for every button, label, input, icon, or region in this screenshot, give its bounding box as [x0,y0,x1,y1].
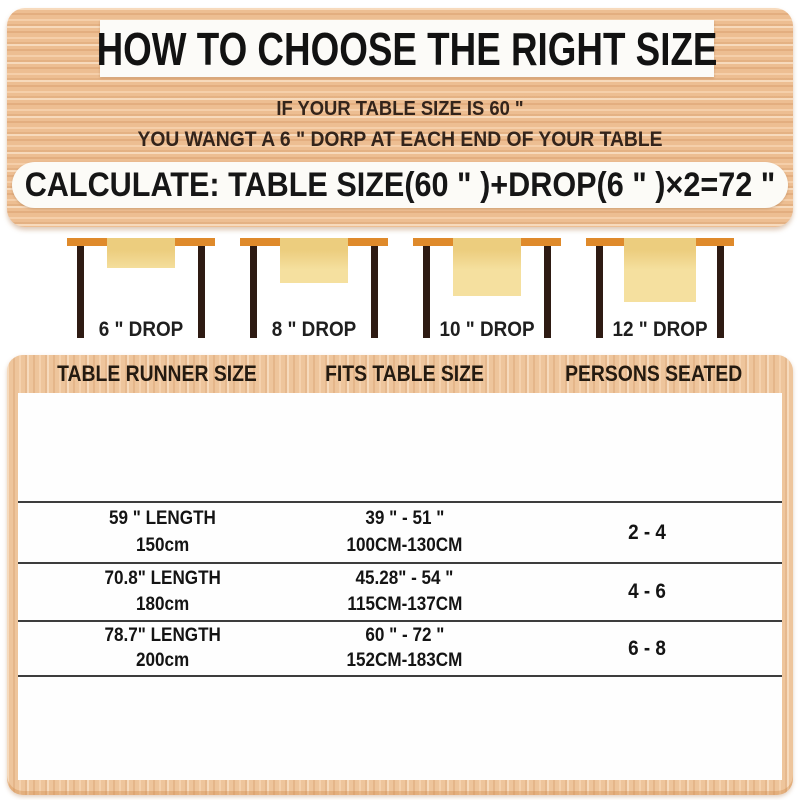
runner-size-cell [18,503,307,562]
drop-figure-8in [240,238,388,344]
table-runner [453,238,521,296]
persons-seated-value: 4 - 6 [628,580,666,603]
fits-size-cm: 100CM-130CM [346,535,463,556]
calculate-formula: CALCULATE: TABLE SIZE(60 " )+DROP(6 " )×2=72 " [24,165,776,204]
title-banner [96,20,718,77]
runner-length-inch: 70.8" LENGTH [104,568,221,589]
persons-seated-value: 6 - 8 [628,636,666,660]
runner-length-inch: 59 " LENGTH [109,508,216,529]
drop-note: YOU WANGT A 6 " DORP AT EACH END OF YOUR TABLE [137,128,663,151]
calculate-banner [12,162,788,208]
column-header-table-runner-size: TABLE RUNNER SIZE [57,361,257,386]
fits-size-cell [307,503,502,562]
drop-label: 12 " DROP [611,318,708,341]
fits-size-inch: 60 " - 72 " [365,625,444,646]
size-chart-body [18,393,782,780]
table-row [18,503,782,564]
runner-length-cm: 200cm [135,650,190,671]
table-row [18,622,782,677]
drop-label: 8 " DROP [271,318,356,341]
drop-label: 6 " DROP [98,318,183,341]
runner-length-cm: 150cm [135,535,190,556]
runner-size-cell [18,564,307,620]
table-row [18,564,782,622]
persons-seated-cell [502,564,782,620]
chart-top-spacer [18,393,782,501]
runner-size-cell [18,622,307,675]
size-chart-header [7,355,793,393]
table-size-note: IF YOUR TABLE SIZE IS 60 " [276,98,524,120]
drop-figure-10in [413,238,561,344]
fits-size-cell [307,564,502,620]
table-runner [107,238,175,268]
fits-size-cm: 152CM-183CM [346,650,463,671]
instructions-panel [7,8,793,227]
column-header-fits-table-size: FITS TABLE SIZE [325,361,484,386]
drop-figure-12in [586,238,734,344]
fits-size-cell [307,622,502,675]
persons-seated-value: 2 - 4 [628,520,666,544]
fits-size-inch: 39 " - 51 " [365,508,444,529]
drop-label: 10 " DROP [438,318,535,341]
persons-seated-cell [502,622,782,675]
persons-seated-cell [502,503,782,562]
fits-size-inch: 45.28" - 54 " [355,568,454,589]
size-chart-panel [7,355,793,795]
column-header-persons-seated: PERSONS SEATED [565,361,743,386]
runner-length-cm: 180cm [135,594,190,615]
page-title: HOW TO CHOOSE THE RIGHT SIZE [96,22,718,75]
drop-diagrams [0,227,800,355]
size-chart-rows [18,501,782,677]
table-runner [280,238,348,283]
drop-figure-6in [67,238,215,344]
runner-length-inch: 78.7" LENGTH [104,625,221,646]
table-runner [624,238,696,302]
fits-size-cm: 115CM-137CM [346,594,463,615]
